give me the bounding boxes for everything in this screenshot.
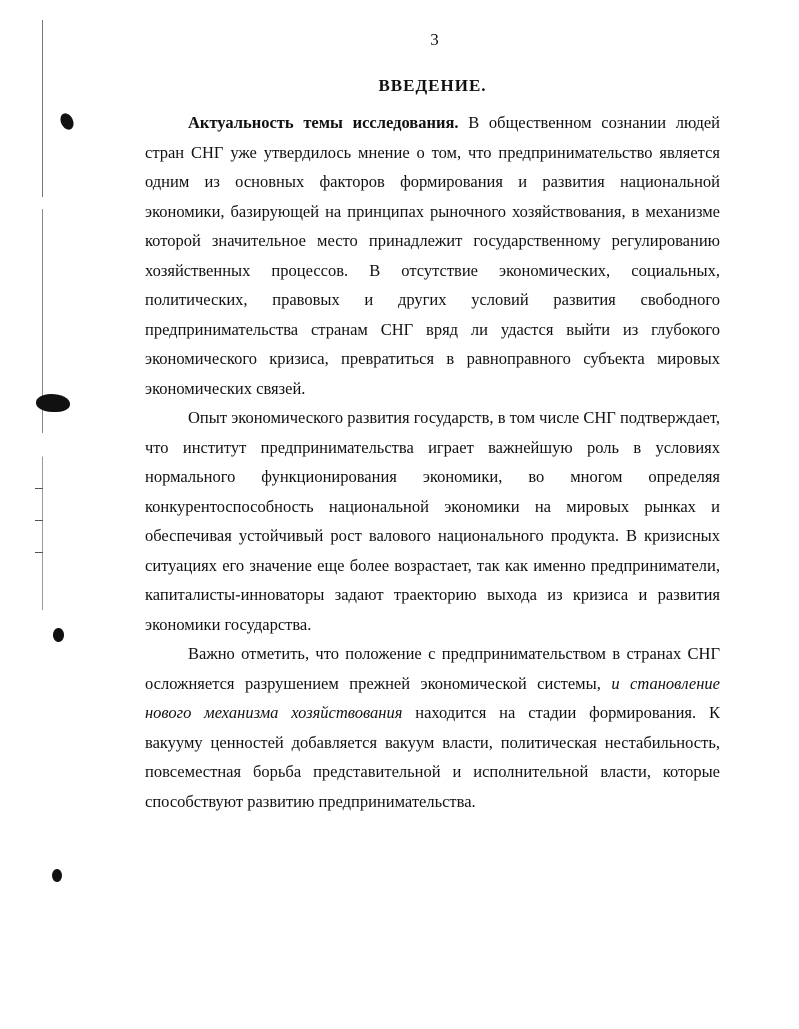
scan-mark bbox=[35, 552, 43, 553]
ink-blot bbox=[58, 111, 76, 131]
paragraph bbox=[145, 403, 720, 639]
paragraph-text: Важно отметить, что положение с предпринимательством в странах СНГ осложняется разрушением прежней экономической системы, bbox=[145, 644, 720, 693]
paragraph-italic-text: и становление нового механизма хозяйствования bbox=[145, 673, 721, 722]
paragraph-lead: Актуальность темы исследования. bbox=[188, 113, 459, 132]
scan-mark bbox=[35, 488, 43, 489]
scan-margin-line bbox=[42, 20, 43, 610]
paragraph-text: Опыт экономического развития государств, в том числе СНГ подтверждает, что институт предпринимательства играет важнейшую роль в условиях нормального функционирования экономики, во многом определяя конкурентоспособность национальной экономики на мировых рынках и обеспечивая устойчивый рост валового национального продукта. В кризисных ситуациях его значение еще более возрастает, так как именно предприниматели, капиталисты-инноваторы задают траекторию выхода из кризиса и развития экономики государства. bbox=[145, 408, 720, 634]
page-number: 3 bbox=[430, 30, 439, 49]
section-heading: ВВЕДЕНИЕ. bbox=[378, 76, 487, 95]
ink-blot bbox=[36, 394, 70, 412]
scan-mark bbox=[35, 520, 43, 521]
paragraph-text: В общественном сознании людей стран СНГ уже утвердилось мнение о том, что предпринимательство является одним из основных факторов формирования и развития национальной экономики, базирующей на принципах рыночного хозяйствования, в механизме которой значительное место принадлежит государственному регулированию хозяйственных процессов. В отсутствие экономических, социальных, политических, правовых и других условий развития свободного предпринимательства странам СНГ вряд ли удастся выйти из глубокого экономического кризиса, превратиться в равноправного субъекта мировых экономических связей. bbox=[145, 113, 721, 398]
paragraph-text: находится на стадии формирования. К вакууму ценностей добавляется вакуум власти, политическая нестабильность, повсеместная борьба представительной и исполнительной власти, которые способствуют развитию предпринимательства. bbox=[145, 703, 720, 811]
body-text bbox=[145, 108, 720, 816]
ink-blot bbox=[52, 869, 62, 882]
ink-blot bbox=[53, 628, 64, 642]
paragraph bbox=[145, 639, 720, 816]
paragraph bbox=[145, 108, 720, 403]
